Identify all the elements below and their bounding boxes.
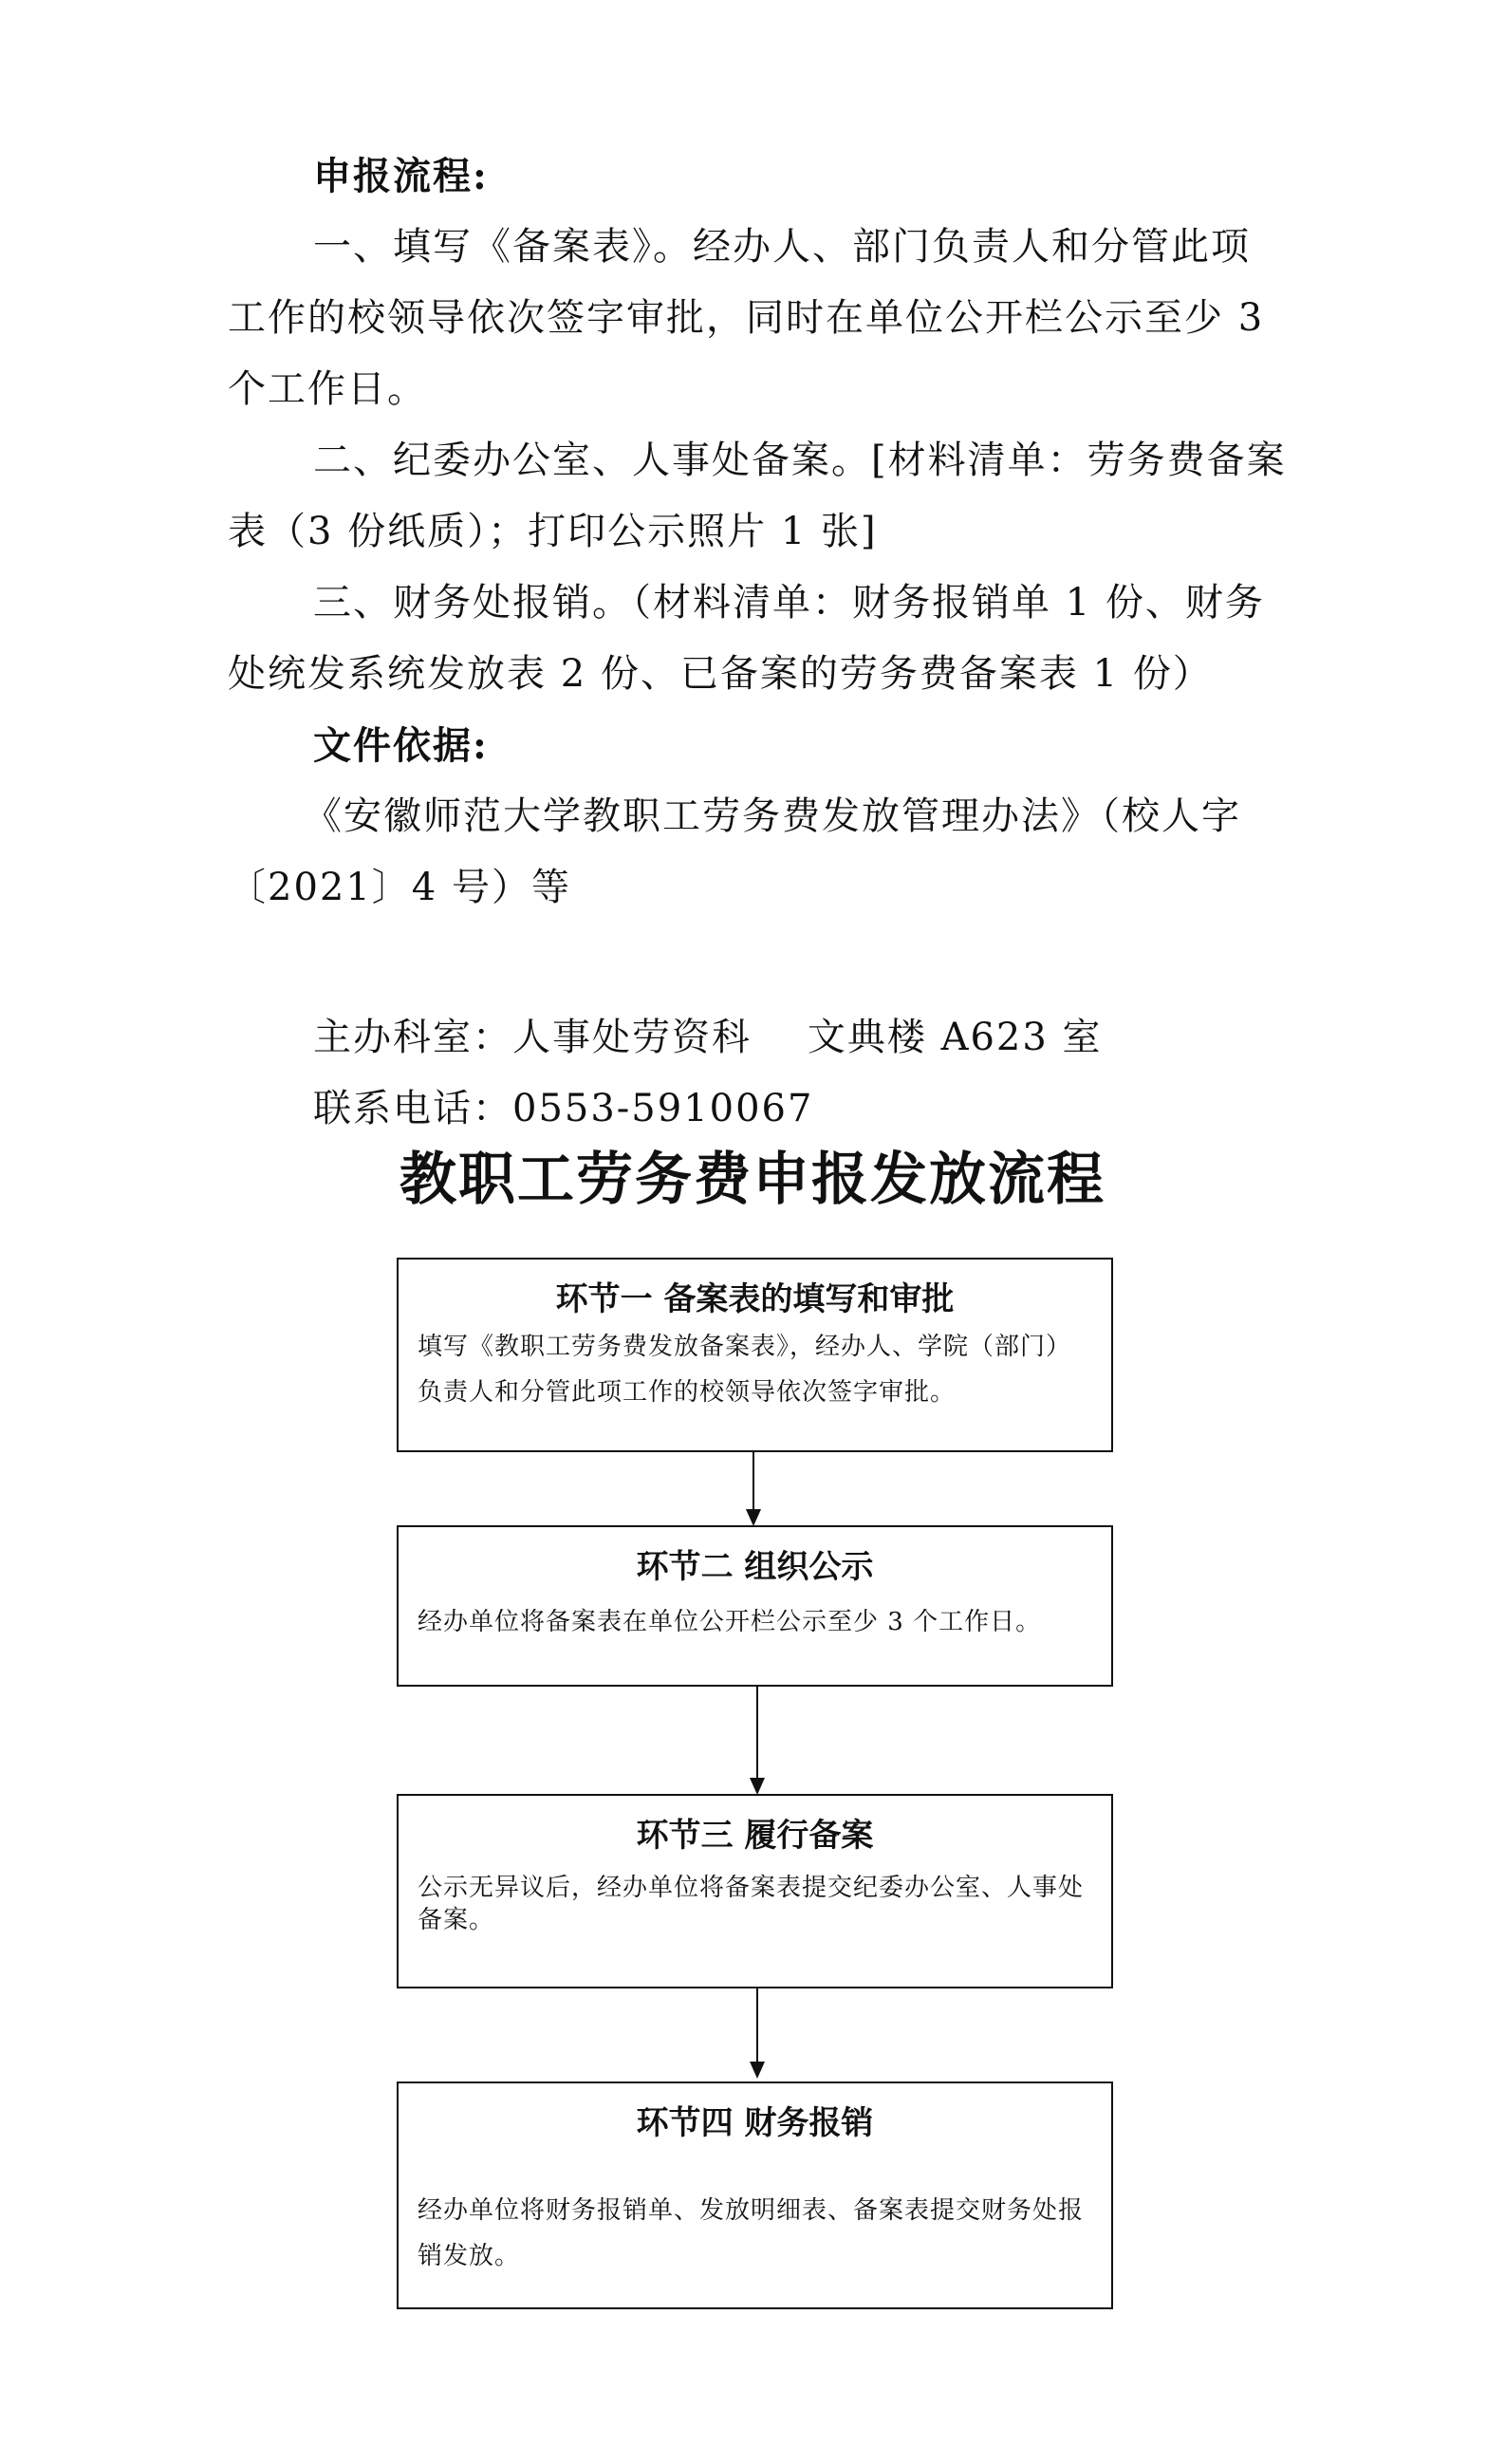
flow-step-1-title: 环节一 备案表的填写和审批 xyxy=(555,1280,955,1318)
flow-step-1 xyxy=(397,1258,1113,1452)
step3-line1: 三、财务处报销。（材料清单：财务报销单 1 份、财务 xyxy=(313,581,1265,625)
flow-step-2 xyxy=(397,1525,1113,1687)
office-info: 主办科室：人事处劳资科 文典楼 A623 室 xyxy=(313,1016,1103,1059)
flow-step-4-desc xyxy=(418,2188,1092,2279)
flow-step-3-title: 环节三 履行备案 xyxy=(636,1817,874,1855)
flow-arrow-3-head xyxy=(750,2062,765,2079)
basis-heading: 文件依据: xyxy=(313,723,489,768)
phone-info: 联系电话：0553-5910067 xyxy=(313,1087,814,1130)
step2-line1: 二、纪委办公室、人事处备案。[材料清单：劳务费备案 xyxy=(313,439,1287,482)
flow-step-1-desc xyxy=(418,1324,1092,1415)
flow-step-1-desc-line1: 填写《教职工劳务费发放备案表》，经办人、学院（部门） xyxy=(418,1333,1072,1361)
flow-step-3-desc-line2: 备案。 xyxy=(418,1906,495,1934)
step1-line2: 工作的校领导依次签字审批，同时在单位公开栏公示至少 3 xyxy=(228,296,1265,340)
step1-line3: 个工作日。 xyxy=(228,367,427,411)
step3-line2: 处统发系统发放表 2 份、已备案的劳务费备案表 1 份） xyxy=(228,652,1213,696)
flow-arrow-3 xyxy=(756,1988,758,2064)
flow-step-4-desc-line2: 销发放。 xyxy=(418,2242,521,2270)
flow-step-1-desc-line2: 负责人和分管此项工作的校领导依次签字审批。 xyxy=(418,1378,957,1407)
flow-step-3-desc-line1: 公示无异议后，经办单位将备案表提交纪委办公室、人事处 xyxy=(418,1874,1085,1902)
flow-arrow-2-head xyxy=(750,1778,765,1795)
flow-step-3-desc xyxy=(418,1872,1092,1936)
flow-step-4-desc-line1: 经办单位将财务报销单、发放明细表、备案表提交财务处报 xyxy=(418,2196,1085,2225)
flow-step-4-title: 环节四 财务报销 xyxy=(636,2104,874,2142)
step2-line2: 表（3 份纸质）；打印公示照片 1 张] xyxy=(228,510,878,553)
procedure-heading: 申报流程: xyxy=(313,154,489,198)
step1-line1: 一、填写《备案表》。经办人、部门负责人和分管此项 xyxy=(313,225,1251,269)
flow-step-2-desc xyxy=(418,1599,1092,1645)
flow-step-2-desc-line1: 经办单位将备案表在单位公开栏公示至少 3 个工作日。 xyxy=(418,1608,1042,1636)
basis-line1: 《安徽师范大学教职工劳务费发放管理办法》（校人字 xyxy=(304,794,1241,838)
flow-step-3 xyxy=(397,1794,1113,1988)
basis-line2: 〔2021〕4 号）等 xyxy=(228,866,571,909)
flowchart-title: 教职工劳务费申报发放流程 xyxy=(399,1147,1106,1213)
flow-arrow-2 xyxy=(756,1687,758,1782)
flow-step-4 xyxy=(397,2081,1113,2309)
flow-step-2-title: 环节二 组织公示 xyxy=(636,1548,874,1586)
flow-arrow-1-head xyxy=(746,1509,761,1526)
